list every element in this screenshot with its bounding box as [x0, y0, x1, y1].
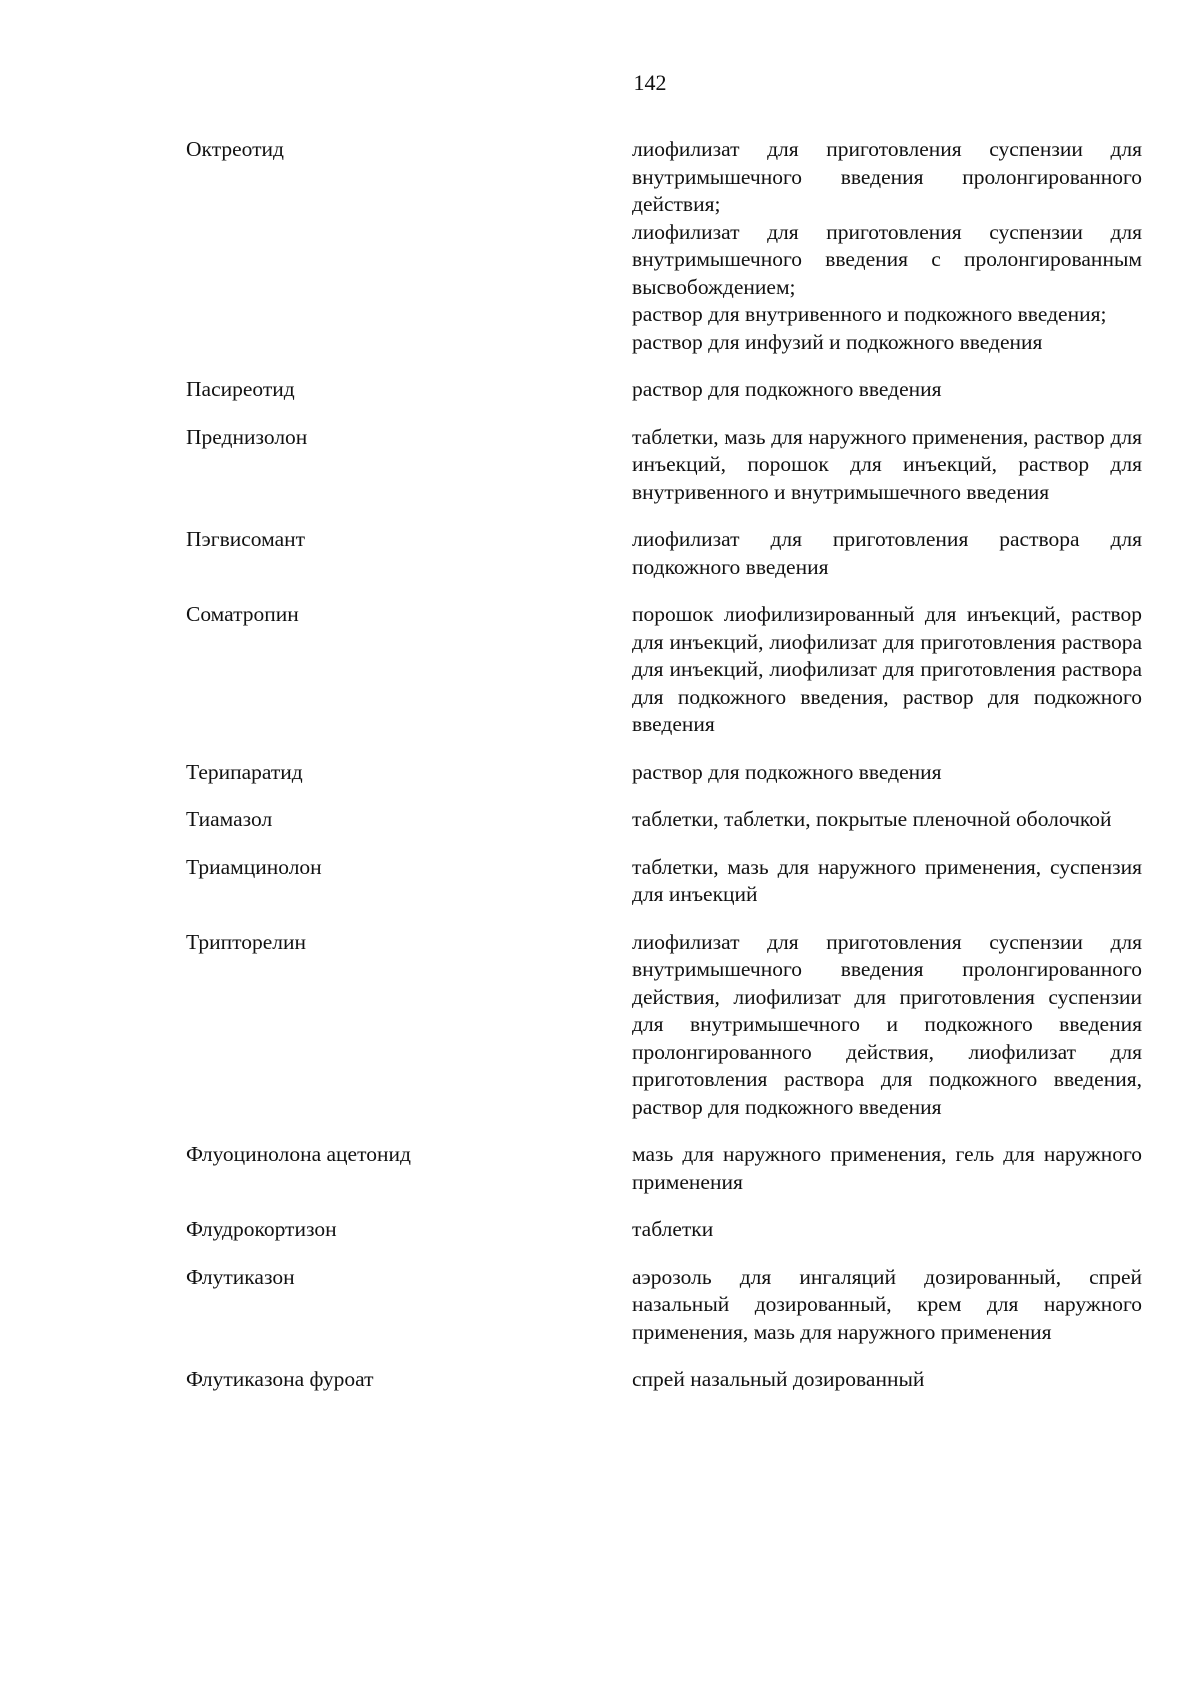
- drug-name: Трипторелин: [186, 929, 306, 954]
- dosage-forms: [632, 1216, 1142, 1244]
- drug-name: Пасиреотид: [186, 377, 295, 401]
- drug-name: Флутиказона фуроат: [186, 1367, 374, 1391]
- list-item: [186, 1366, 1142, 1394]
- dosage-forms: [632, 136, 1142, 356]
- dosage-form: раствор для подкожного введения: [632, 377, 942, 401]
- drug-name: Пэгвисомант: [186, 527, 306, 551]
- list-item: [186, 136, 1142, 356]
- dosage-form: раствор для внутривенного и подкожного введения;: [632, 302, 1107, 326]
- drug-name: Соматропин: [186, 602, 299, 626]
- list-item: [186, 601, 1142, 739]
- list-item: [186, 929, 1142, 1122]
- page-number: 142: [633, 70, 667, 95]
- dosage-form: таблетки: [632, 1217, 714, 1241]
- dosage-form: лиофилизат для приготовления суспензии для внутримышечного введения пролонгированного действия;: [632, 137, 1142, 216]
- drug-name: Флутиказон: [186, 1264, 295, 1289]
- dosage-form: лиофилизат для приготовления суспензии для внутримышечного введения с пролонгированным высвобождением;: [632, 219, 1142, 299]
- dosage-forms: [632, 601, 1142, 739]
- dosage-form: таблетки, таблетки, покрытые пленочной оболочкой: [632, 807, 1112, 831]
- dosage-forms: [632, 854, 1142, 909]
- dosage-form: раствор для подкожного введения: [632, 759, 942, 784]
- drug-name: Тиамазол: [186, 807, 273, 831]
- list-item: [186, 759, 1142, 787]
- dosage-forms: [632, 424, 1142, 507]
- list-item: [186, 526, 1142, 581]
- dosage-form: порошок лиофилизированный для инъекций, раствор для инъекций, лиофилизат для приготовления раствора для инъекций, лиофилизат для приготовления раствора для подкожного введения, раствор для подкожного введения: [632, 602, 1142, 736]
- dosage-forms: [632, 806, 1142, 834]
- drug-name: Флуоцинолона ацетонид: [186, 1142, 411, 1166]
- list-item: [186, 1141, 1142, 1196]
- dosage-forms: [632, 526, 1142, 581]
- drug-name: Преднизолон: [186, 424, 308, 449]
- drug-list: [186, 136, 1142, 1414]
- list-item: [186, 1264, 1142, 1347]
- dosage-form: таблетки, мазь для наружного применения, раствор для инъекций, порошок для инъекций, раствор для внутривенного и внутримышечного введения: [632, 424, 1142, 504]
- drug-name: Октреотид: [186, 137, 284, 161]
- dosage-form: лиофилизат для приготовления раствора для подкожного введения: [632, 527, 1142, 579]
- dosage-forms: [632, 759, 1142, 787]
- dosage-forms: [632, 1141, 1142, 1196]
- dosage-form: спрей назальный дозированный: [632, 1367, 925, 1391]
- dosage-form: раствор для инфузий и подкожного введения: [632, 329, 1043, 354]
- list-item: [186, 806, 1142, 834]
- list-item: [186, 424, 1142, 507]
- dosage-forms: [632, 1264, 1142, 1347]
- drug-name: Флудрокортизон: [186, 1217, 337, 1241]
- dosage-forms: [632, 376, 1142, 404]
- dosage-form: лиофилизат для приготовления суспензии для внутримышечного введения пролонгированного действия, лиофилизат для приготовления суспензии для внутримышечного и подкожного введения пролонгированного действия, лиофилизат для приготовления раствора для подкожного введения, раствор для подкожного введения: [632, 929, 1142, 1119]
- dosage-form: таблетки, мазь для наружного применения, суспензия для инъекций: [632, 854, 1142, 906]
- drug-name: Триамцинолон: [186, 854, 322, 879]
- dosage-form: аэрозоль для ингаляций дозированный, спрей назальный дозированный, крем для наружного применения, мазь для наружного применения: [632, 1264, 1142, 1344]
- drug-name: Терипаратид: [186, 759, 303, 784]
- list-item: [186, 376, 1142, 404]
- list-item: [186, 854, 1142, 909]
- list-item: [186, 1216, 1142, 1244]
- dosage-forms: [632, 1366, 1142, 1394]
- dosage-form: мазь для наружного применения, гель для наружного применения: [632, 1142, 1142, 1194]
- dosage-forms: [632, 929, 1142, 1122]
